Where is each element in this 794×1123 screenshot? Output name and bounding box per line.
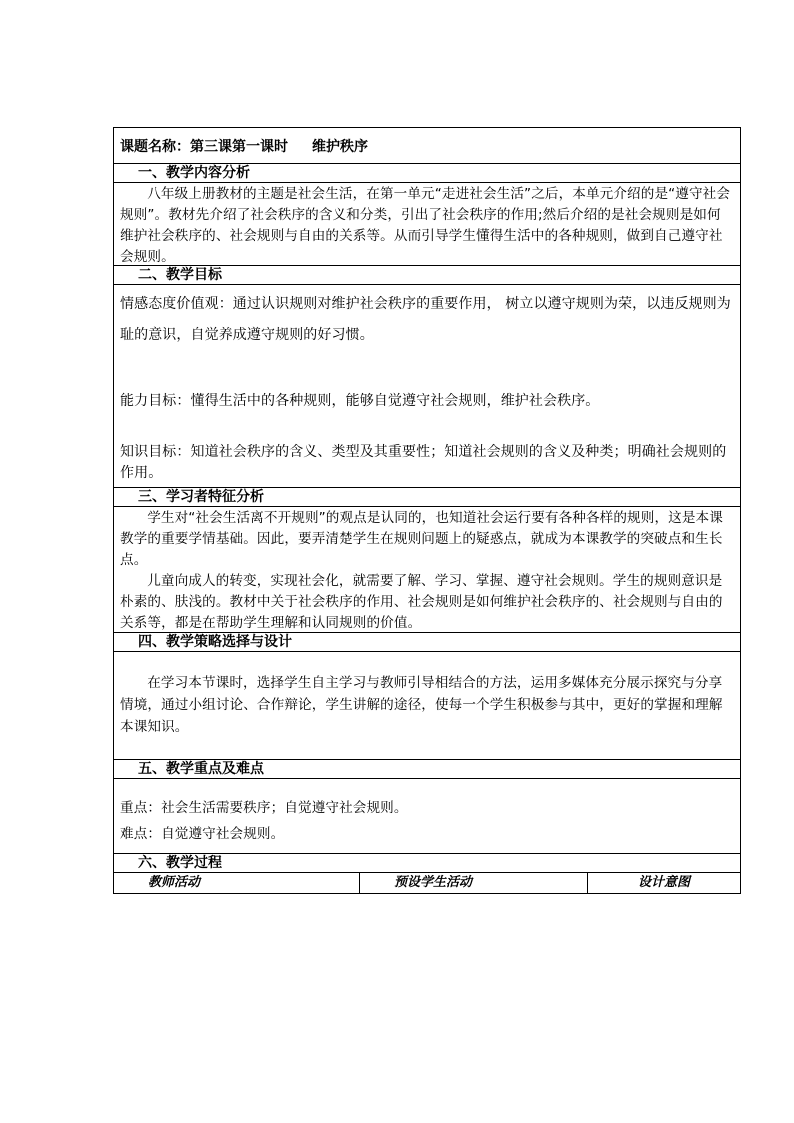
- lesson-title-row: [113, 127, 741, 164]
- content-analysis-cell: [113, 183, 741, 266]
- learner-analysis-cell: [113, 507, 741, 633]
- column-header-teacher: 教师活动: [114, 873, 360, 893]
- lesson-plan-table: [113, 127, 741, 894]
- strategy-text: 在学习本节课时，选择学生自主学习与教师引导相结合的方法，运用多媒体充分展示探究与分享情境，通过小组讨论、合作辩论，学生讲解的途径，使每一个学生积极参与其中，更好的掌握和理解本课知识。: [120, 675, 723, 735]
- section-heading-key-points: 五、教学重点及难点: [113, 760, 741, 779]
- key-point-text: 重点：社会生活需要秩序；自觉遵守社会规则。: [120, 800, 408, 816]
- section-heading-teaching-goals: 二、教学目标: [113, 266, 741, 285]
- lesson-title-topic: 维护秩序: [312, 138, 368, 155]
- column-header-student: 预设学生活动: [360, 873, 588, 893]
- column-header-intent: 设计意图: [637, 875, 690, 890]
- process-column-headers: [113, 873, 741, 894]
- content-analysis-text: 八年级上册教材的主题是社会生活，在第一单元“走进社会生活”之后，本单元介绍的是“遵守社会规则”。教材先介绍了社会秩序的含义和分类，引出了社会秩序的作用;然后介绍的是社会规则是如何维护社会秩序的、社会规则与自由的关系等。从而引导学生懂得生活中的各种规则，做到自己遵守社会规则。: [120, 186, 731, 265]
- learner-analysis-para-1: 学生对“社会生活离不开规则”的观点是认同的，也知道社会运行要有各种各样的规则，这是本课教学的重要学情基础。因此，要弄清楚学生在规则问题上的疑惑点，就成为本课教学的突破点和生长点。: [120, 510, 723, 568]
- goal-emotion: 情感态度价值观：通过认识规则对维护社会秩序的重要作用， 树立以遵守规则为荣，以违反规则为耻的意识，自觉养成遵守规则的好习惯。: [120, 296, 731, 343]
- teaching-goals-cell: [113, 285, 741, 488]
- section-heading-strategy: 四、教学策略选择与设计: [113, 633, 741, 652]
- section-heading-content-analysis: 一、教学内容分析: [113, 164, 741, 183]
- goal-ability: 能力目标：懂得生活中的各种规则，能够自觉遵守社会规则，维护社会秩序。: [120, 393, 600, 409]
- learner-analysis-para-2: 儿童向成人的转变，实现社会化，就需要了解、学习、掌握、遵守社会规则。学生的规则意识是朴素的、肤浅的。教材中关于社会秩序的作用、社会规则是如何维护社会秩序的、社会规则与自由的关系等，都是在帮助学生理解和认同规则的价值。: [120, 573, 723, 631]
- goal-knowledge: 知识目标：知道社会秩序的含义、类型及其重要性；知道社会规则的含义及种类；明确社会规则的作用。: [120, 444, 727, 481]
- difficulty-text: 难点：自觉遵守社会规则。: [120, 826, 285, 842]
- section-heading-learner-analysis: 三、学习者特征分析: [113, 488, 741, 507]
- lesson-title-label: 课题名称：第三课第一课时: [120, 138, 288, 155]
- strategy-cell: [113, 652, 741, 760]
- key-points-cell: [113, 779, 741, 854]
- section-heading-process: 六、教学过程: [113, 854, 741, 873]
